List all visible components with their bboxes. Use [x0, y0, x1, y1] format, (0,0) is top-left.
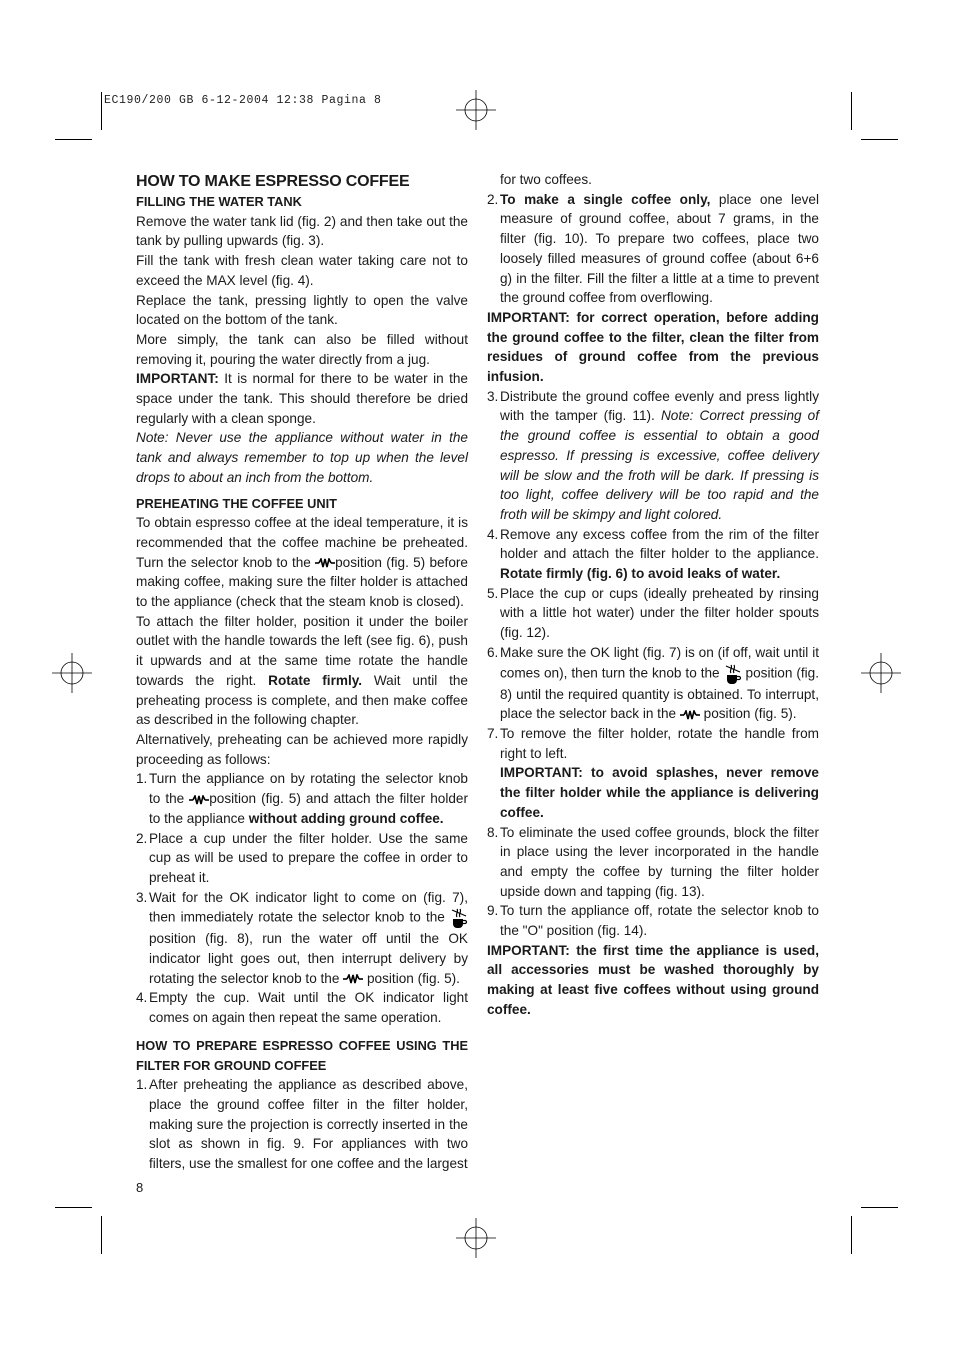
list-text-part: position (fig. 5).	[363, 970, 460, 986]
list-item	[487, 724, 819, 763]
list-text: Empty the cup. Wait until the OK indicator light comes on again then repeat the same operation.	[149, 990, 468, 1026]
list-number: 3.	[487, 388, 499, 404]
list-item	[136, 988, 468, 1027]
important-paragraph: IMPORTANT: to avoid splashes, never remove the filter holder while the appliance is delivering coffee.	[500, 765, 819, 820]
registration-mark-icon	[861, 653, 901, 693]
list-number: 2.	[136, 830, 148, 846]
heating-element-icon	[343, 974, 363, 984]
list-text-part: Wait for the OK indicator light to come on (fig. 7), then immediately rotate the selector knob to the	[149, 889, 468, 925]
list-text-part: position (fig. 8) until the required quantity is obtained. To interrupt, place the selector back in the	[500, 665, 819, 722]
paragraph-text: To attach the filter holder, position it under the boiler outlet with the handle towards the left (see fig. 6), push it upwards and at the same time rotate the handle towards the right.	[136, 613, 468, 688]
list-text: Place a cup under the filter holder. Use the same cup as will be used to prepare the coffee in order to preheat it.	[149, 830, 468, 885]
registration-mark-icon	[456, 90, 496, 130]
list-text-part: Turn the appliance on by rotating the selector knob to the	[149, 771, 468, 807]
list-text-part: position (fig. 5).	[699, 706, 797, 722]
list-text	[149, 769, 468, 828]
list-number: 1.	[136, 771, 148, 787]
list-text-part: Distribute the ground coffee evenly and press lightly with the tamper (fig. 11).	[500, 388, 819, 424]
list-number: 4.	[136, 990, 148, 1006]
section-heading-water-tank: FILLING THE WATER TANK	[136, 194, 302, 209]
list-item	[487, 190, 819, 308]
list-item	[487, 643, 819, 724]
crop-mark	[101, 92, 102, 130]
registration-mark-icon	[456, 1218, 496, 1258]
list-text: To eliminate the used coffee grounds, block the filter in place using the lever incorporated in the handle and empty the coffee by turning the filter holder upside down and tapping (fig. 13).	[500, 824, 819, 899]
list-text: To turn the appliance off, rotate the selector knob to the "O" position (fig. 14).	[500, 903, 819, 939]
crop-mark	[861, 139, 898, 140]
list-item	[487, 823, 819, 902]
paragraph: More simply, the tank can also be filled without removing it, pouring the water directly from a jug.	[136, 331, 468, 367]
list-number: 3.	[136, 889, 148, 905]
list-number: 6.	[487, 644, 499, 660]
section-heading-preheating: PREHEATING THE COFFEE UNIT	[136, 495, 337, 511]
list-text	[500, 190, 819, 308]
list-text	[500, 525, 819, 584]
list-item	[136, 888, 468, 989]
paragraph	[136, 513, 468, 612]
list-text-part: place one level measure of ground coffee, about 7 grams, in the filter (fig. 10). To prepare two coffees, place two loosely filled measures of ground coffee (about 6+6 g) in the filter. Fill the filter a little at a time to prevent the ground coffee from overflowing.	[500, 191, 820, 306]
heating-element-icon	[315, 558, 335, 568]
paragraph: Fill the tank with fresh clean water taking care not to exceed the MAX level (fig. 4).	[136, 253, 468, 288]
bold-text: Rotate firmly.	[268, 672, 363, 688]
list-item	[487, 525, 819, 584]
page-title: HOW TO MAKE ESPRESSO COFFEE	[136, 173, 410, 190]
paragraph-text: To obtain espresso coffee at the ideal temperature, it is recommended that the coffee machine be preheated. Turn the selector knob to the	[136, 515, 468, 570]
right-column	[487, 170, 819, 1020]
list-text-part: Make sure the OK light (fig. 7) is on (if off, wait until it comes on), then turn the knob to the	[500, 644, 819, 681]
list-number: 1.	[136, 1077, 148, 1093]
paragraph-text: position (fig. 5) before making coffee, making sure the filter holder is attached to the appliance (check that the steam knob is closed).	[136, 554, 468, 610]
list-text-part: Remove any excess coffee from the rim of the filter holder and attach the filter holder to the appliance.	[500, 526, 819, 562]
important-paragraph	[136, 369, 468, 428]
list-text	[149, 888, 468, 989]
note-text: Note: Correct pressing of the ground coffee is essential to obtain a good espresso. If pressing is excessive, coffee delivery will be slow and the froth will be dark. If pressing is too light, coffee delivery will be too rapid and the froth will be skimpy and light colored.	[500, 408, 819, 522]
list-text: To remove the filter holder, rotate the handle from right to left.	[500, 725, 819, 761]
list-number: 8.	[487, 824, 499, 840]
bold-text: Rotate firmly (fig. 6) to avoid leaks of water.	[500, 566, 781, 582]
page-number: 8	[136, 1180, 144, 1195]
section-heading-ground-coffee: HOW TO PREPARE ESPRESSO COFFEE USING THE FILTER FOR GROUND COFFEE	[136, 1037, 468, 1073]
important-text: It is normal for there to be water in the space under the tank. This should therefore be dried regularly with a clean sponge.	[136, 371, 468, 426]
list-number: 4.	[487, 526, 499, 542]
paragraph	[136, 612, 468, 730]
list-text: Place the cup or cups (ideally preheated by rinsing with a little hot water) under the filter holder spouts (fig. 12).	[500, 585, 819, 641]
coffee-cup-icon	[450, 907, 468, 929]
list-item	[136, 829, 468, 888]
list-number: 7.	[487, 725, 499, 741]
important-paragraph: IMPORTANT: the first time the appliance is used, all accessories must be washed thoroughly by making at least five coffees without using ground coffee.	[487, 942, 819, 1017]
heating-element-icon	[189, 795, 209, 805]
print-slug: EC190/200 GB 6-12-2004 12:38 Pagina 8	[104, 94, 382, 107]
list-number: 9.	[487, 903, 499, 919]
bold-text: To make a single coffee only,	[500, 191, 711, 207]
paragraph: Remove the water tank lid (fig. 2) and then take out the tank by pulling upwards (fig. 3).	[136, 213, 468, 249]
heating-element-icon	[680, 710, 700, 720]
list-number: 5.	[487, 585, 499, 601]
paragraph: Replace the tank, pressing lightly to open the valve located on the bottom of the tank.	[136, 292, 468, 328]
note-text: Note: Never use the appliance without water in the tank and always remember to top up when the level drops to about an inch from the bottom.	[136, 430, 468, 485]
list-item	[487, 584, 819, 643]
important-paragraph: IMPORTANT: for correct operation, before adding the ground coffee to the filter, clean the filter from residues of ground coffee from the previous infusion.	[487, 309, 819, 385]
crop-mark	[851, 1216, 852, 1254]
crop-mark	[101, 1216, 102, 1254]
list-text	[500, 387, 819, 525]
paragraph: Alternatively, preheating can be achieved more rapidly proceeding as follows:	[136, 731, 468, 767]
paragraph-text: Wait until the preheating process is complete, and then make coffee as described in the following chapter.	[136, 672, 468, 728]
crop-mark	[55, 1207, 92, 1208]
coffee-cup-icon	[724, 663, 742, 685]
list-text-part: position (fig. 8), run the water off until the OK indicator light goes out, then interrupt delivery by rotating the selector knob to the	[149, 931, 468, 986]
bold-text: without adding ground coffee.	[248, 810, 444, 826]
list-item	[136, 769, 468, 828]
list-item	[487, 387, 819, 525]
list-number: 2.	[487, 191, 499, 207]
left-column	[136, 172, 468, 1174]
crop-mark	[55, 139, 92, 140]
crop-mark	[851, 92, 852, 130]
list-continuation: for two coffees.	[500, 172, 592, 187]
list-text-part: position (fig. 5) and attach the filter holder to the appliance	[149, 791, 468, 826]
registration-mark-icon	[52, 653, 92, 693]
list-text	[500, 643, 819, 724]
important-label: IMPORTANT:	[136, 371, 219, 387]
list-item	[136, 1075, 468, 1174]
note-paragraph	[136, 428, 468, 487]
crop-mark	[861, 1207, 898, 1208]
list-item	[487, 901, 819, 940]
list-text: After preheating the appliance as described above, place the ground coffee filter in the filter holder, making sure the projection is correctly inserted in the slot as shown in fig. 9. For appliances with two filters, use the smallest for one coffee and the largest	[149, 1077, 468, 1172]
